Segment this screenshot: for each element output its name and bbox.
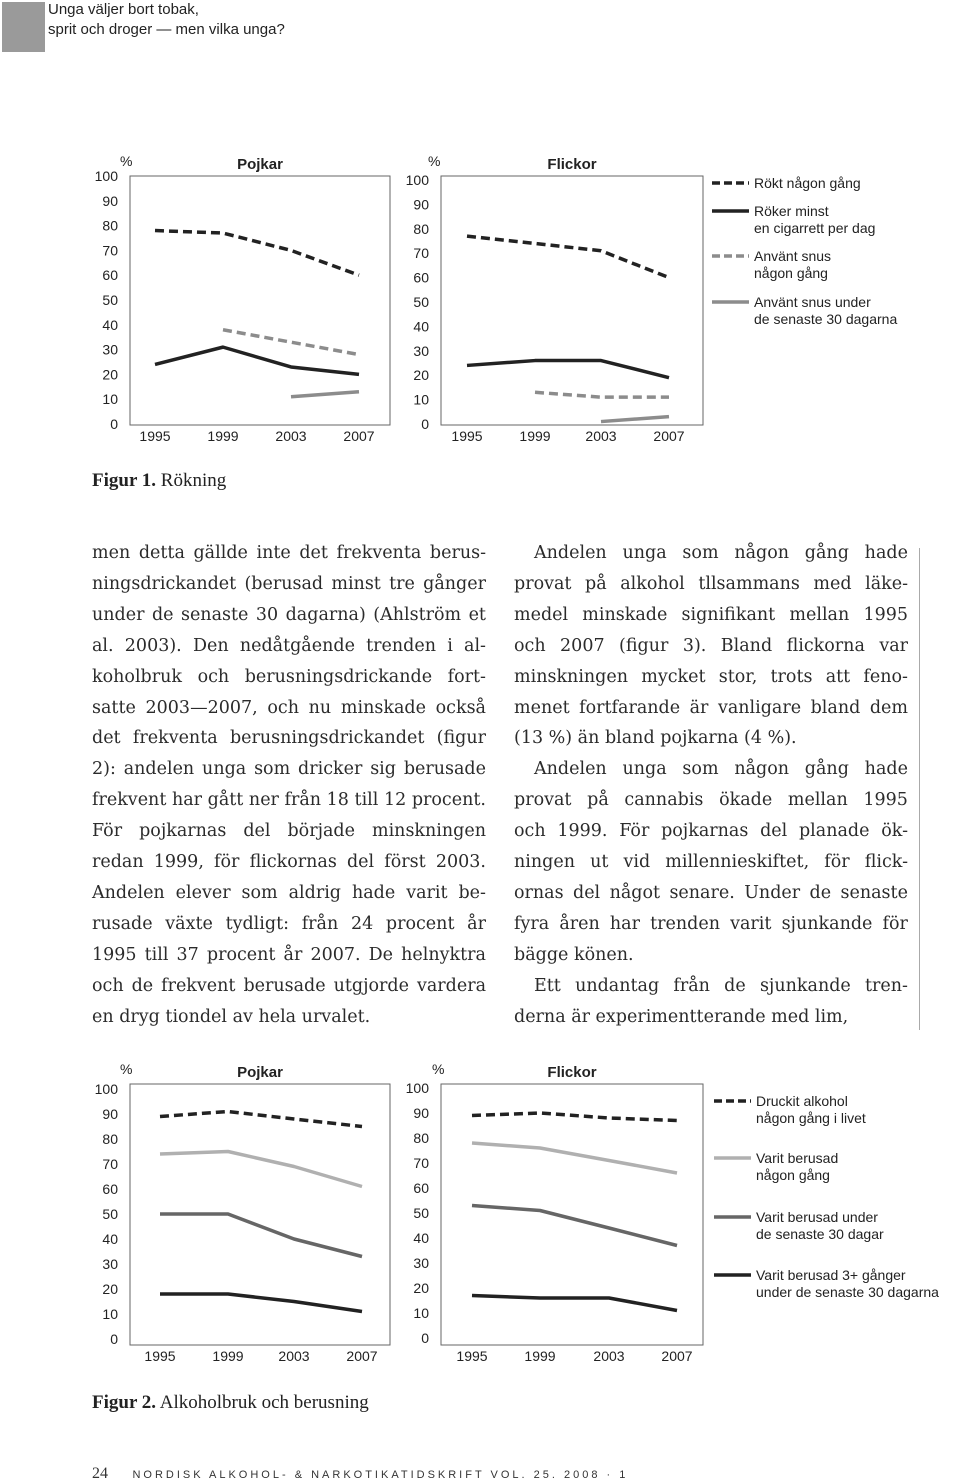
fig1-flickor-y-tick-label: 60	[413, 269, 429, 286]
fig2-pojkar-y-tick-label: 30	[102, 1256, 118, 1272]
fig2-pojkar-y-tick-label: 80	[102, 1131, 118, 1147]
running-header-line-1: Unga väljer bort tobak,	[48, 1, 199, 18]
fig2-flickor-y-tick-label: 90	[413, 1105, 429, 1121]
fig1-pojkar-y-unit: %	[120, 153, 133, 169]
fig1-flickor-x-tick-label: 1999	[519, 428, 551, 444]
text-line: derna är experimentterande med lim,	[514, 1006, 849, 1027]
fig1-pojkar-y-tick-label: 90	[102, 192, 118, 209]
fig1-flickor-title: Flickor	[547, 156, 597, 173]
text-line: bägge könen.	[514, 944, 634, 965]
fig1-pojkar-y-tick-label: 70	[102, 242, 118, 259]
text-line: provat på cannabis ökade mellan 1995	[514, 790, 908, 811]
running-header-line-2: sprit och droger — men vilka unga?	[48, 21, 285, 38]
fig1-pojkar-y-tick-label: 80	[102, 217, 118, 234]
fig1-flickor-y-tick-label: 80	[413, 220, 429, 237]
text-line: men detta gällde inte det frekventa berus-	[92, 543, 486, 563]
figure-1-caption-label: Figur 1.	[92, 470, 157, 491]
text-line: frekvent har gått ner från 18 till 12 procent.	[92, 790, 486, 811]
fig1-pojkar-y-tick-label: 60	[102, 267, 118, 284]
fig1-pojkar-y-tick-label: 10	[102, 391, 118, 408]
fig1-pojkar-y-tick-label: 100	[94, 168, 118, 184]
figure-2-caption-text: Alkoholbruk och berusning	[159, 1392, 369, 1413]
fig1-flickor-y-tick-label: 40	[413, 318, 429, 335]
fig1-flickor-y-tick-label: 10	[413, 391, 429, 408]
fig2-flickor-y-tick-label: 40	[413, 1230, 429, 1246]
text-line: menet fortfarande är vanligare bland dem	[514, 697, 908, 718]
text-line: rusade växte tydligt: från 24 procent år	[92, 913, 486, 934]
fig2-flickor-y-tick-label: 0	[421, 1330, 429, 1346]
fig1-flickor-y-tick-label: 20	[413, 367, 429, 384]
legend-label: en cigarrett per dag	[754, 220, 876, 236]
figure-2-caption	[92, 1392, 369, 1414]
fig2-flickor-y-tick-label: 30	[413, 1255, 429, 1271]
text-line: koholbruk och berusningsdrickande fort-	[92, 666, 486, 687]
fig1-pojkar-y-tick-label: 50	[102, 292, 118, 308]
legend-label: Varit berusad under	[756, 1209, 878, 1225]
text-line: och de frekvent berusade utgjorde vardera	[92, 975, 486, 996]
text-line: För pojkarnas del började minskningen	[92, 821, 486, 842]
fig1-flickor-y-unit: %	[428, 153, 441, 169]
text-line: fyra åren har trenden varit sjunkande för	[514, 913, 908, 934]
fig2-pojkar-y-unit: %	[120, 1061, 133, 1077]
fig1-flickor-y-tick-label: 90	[413, 196, 429, 213]
fig2-flickor-y-tick-label: 60	[413, 1180, 429, 1196]
fig2-flickor-x-tick-label: 1995	[456, 1348, 488, 1364]
fig2-flickor-plot-frame	[441, 1084, 703, 1345]
fig2-pojkar-y-tick-label: 60	[102, 1181, 118, 1197]
fig2-flickor-series-line	[472, 1143, 677, 1173]
legend-label: de senaste 30 dagarna	[754, 311, 898, 327]
fig2-flickor-y-tick-label: 100	[405, 1080, 429, 1096]
journal-name: NORDISK ALKOHOL- & NARKOTIKATIDSKRIFT VOL. 25. 2008 · 1	[132, 1469, 629, 1481]
text-line: och 1999. För pojkarnas del planade ök-	[514, 821, 908, 842]
legend-label: Använt snus under	[754, 294, 871, 310]
text-line: ningsdrickandet (berusad minst tre gånger	[92, 573, 486, 594]
fig2-pojkar-y-tick-label: 90	[102, 1106, 118, 1122]
fig2-pojkar-x-tick-label: 2007	[346, 1348, 378, 1364]
legend-label: någon gång i livet	[756, 1110, 866, 1126]
text-line: Andelen unga som någon gång hade	[534, 543, 908, 563]
text-line: Andelen elever som aldrig hade varit be-	[92, 882, 486, 903]
fig1-pojkar-y-tick-label: 20	[102, 366, 118, 383]
fig2-pojkar-y-tick-label: 70	[102, 1156, 118, 1172]
fig1-pojkar-title: Pojkar	[237, 156, 283, 173]
text-line: Ett undantag från de sjunkande tren-	[534, 975, 908, 996]
text-line: (13 %) än bland pojkarna (4 %).	[514, 728, 797, 749]
fig2-pojkar-series-line	[160, 1112, 362, 1127]
figure-2-caption-label: Figur 2.	[92, 1392, 157, 1413]
fig2-flickor-y-tick-label: 20	[413, 1280, 429, 1296]
fig2-pojkar-x-tick-label: 1999	[212, 1348, 244, 1364]
text-line: redan 1999, för flickornas del först 2003.	[92, 852, 486, 873]
fig2-flickor-title: Flickor	[547, 1064, 597, 1081]
text-line: 1995 till 37 procent år 2007. De helnyktra	[92, 944, 486, 965]
text-line: och 2007 (figur 3). Bland flickorna var	[514, 635, 908, 656]
legend-label: Röker minst	[754, 203, 829, 219]
fig1-pojkar-y-tick-label: 0	[110, 416, 118, 432]
fig1-flickor-y-tick-label: 30	[413, 342, 429, 359]
fig2-flickor-x-tick-label: 2007	[661, 1348, 693, 1364]
fig2-flickor-y-unit: %	[432, 1061, 445, 1077]
fig2-pojkar-y-tick-label: 100	[94, 1081, 118, 1097]
fig2-pojkar-series-line	[160, 1152, 362, 1187]
fig1-pojkar-x-tick-label: 2007	[343, 428, 375, 444]
fig2-flickor-y-tick-label: 10	[413, 1305, 429, 1321]
legend-label: Varit berusad 3+ gånger	[756, 1267, 906, 1283]
text-line: provat på alkohol tllsammans med läke-	[514, 573, 908, 594]
fig2-pojkar-x-tick-label: 2003	[278, 1348, 310, 1364]
fig2-pojkar-series-line	[160, 1294, 362, 1312]
fig1-pojkar-x-tick-label: 1999	[207, 428, 239, 444]
fig2-pojkar-y-tick-label: 20	[102, 1281, 118, 1297]
legend-label: någon gång	[754, 265, 828, 281]
text-line: al. 2003). Den nedåtgående trenden i al-	[92, 635, 486, 656]
fig2-pojkar-y-tick-label: 0	[110, 1331, 118, 1347]
legend-label: Druckit alkohol	[756, 1093, 848, 1109]
fig1-flickor-x-tick-label: 1995	[451, 428, 483, 444]
text-line: en dryg tiondel av hela urvalet.	[92, 1006, 371, 1027]
fig2-pojkar-x-tick-label: 1995	[144, 1348, 176, 1364]
legend-label: någon gång	[756, 1167, 830, 1183]
legend-label: de senaste 30 dagar	[756, 1226, 884, 1242]
text-line: ningen ut vid millennieskiftet, för flick-	[514, 852, 908, 873]
text-line: medel minskade signifikant mellan 1995	[514, 604, 908, 625]
fig2-pojkar-title: Pojkar	[237, 1064, 283, 1081]
fig2-flickor-y-tick-label: 50	[413, 1205, 429, 1221]
text-line: ornas del något senare. Under de senaste	[514, 882, 908, 903]
fig1-pojkar-x-tick-label: 2003	[275, 428, 307, 444]
fig2-flickor-x-tick-label: 1999	[524, 1348, 556, 1364]
fig1-flickor-y-tick-label: 70	[413, 245, 429, 262]
legend-label: under de senaste 30 dagarna	[756, 1284, 939, 1300]
page-number: 24	[92, 1465, 108, 1482]
fig1-pojkar-x-tick-label: 1995	[139, 428, 171, 444]
text-line: Andelen unga som någon gång hade	[534, 759, 908, 780]
fig2-pojkar-y-tick-label: 40	[102, 1231, 118, 1247]
fig2-flickor-y-tick-label: 80	[413, 1130, 429, 1146]
fig2-flickor-y-tick-label: 70	[413, 1155, 429, 1171]
legend-label: Använt snus	[754, 248, 832, 264]
fig2-pojkar-y-tick-label: 10	[102, 1306, 118, 1322]
fig2-flickor-series-line	[472, 1206, 677, 1246]
legend-label: Rökt någon gång	[754, 175, 861, 191]
text-line: under de senaste 30 dagarna) (Ahlström et	[92, 604, 486, 625]
fig1-pojkar-y-tick-label: 30	[102, 341, 118, 358]
fig1-flickor-y-tick-label: 0	[421, 416, 429, 432]
fig1-flickor-x-tick-label: 2007	[653, 428, 685, 444]
fig2-flickor-series-line	[472, 1113, 677, 1121]
text-line: 2): andelen unga som dricker sig berusade	[92, 759, 486, 780]
text-line: det frekventa berusningsdrickandet (figur	[92, 728, 486, 749]
fig1-pojkar-y-tick-label: 40	[102, 316, 118, 333]
fig1-flickor-y-tick-label: 50	[413, 294, 429, 310]
fig1-flickor-y-tick-label: 100	[405, 172, 429, 188]
text-line: satte 2003—2007, och nu minskade också	[92, 697, 486, 718]
fig2-flickor-series-line	[472, 1296, 677, 1311]
legend-label: Varit berusad	[756, 1150, 839, 1166]
fig2-flickor-x-tick-label: 2003	[593, 1348, 625, 1364]
page-footer	[92, 1465, 628, 1483]
figure-1-caption-text: Rökning	[160, 470, 227, 491]
fig2-pojkar-series-line	[160, 1214, 362, 1257]
text-line: minskningen mycket stor, trots att feno-	[514, 666, 908, 687]
fig1-flickor-x-tick-label: 2003	[585, 428, 617, 444]
fig2-pojkar-y-tick-label: 50	[102, 1206, 118, 1222]
